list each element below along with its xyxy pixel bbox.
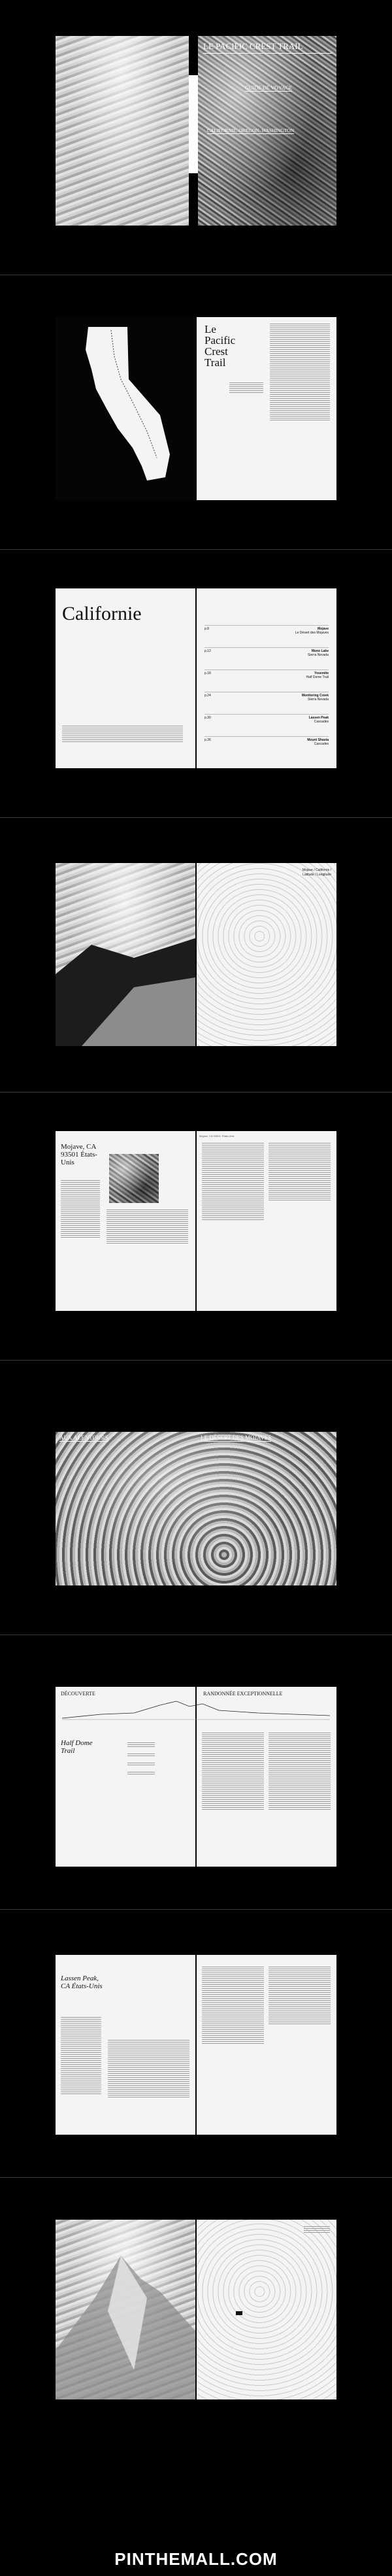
- pinthemall-watermark: PINTHEMALL.COM: [114, 2549, 278, 2569]
- toc-page-number: p.8: [204, 627, 209, 631]
- dune-photo: [56, 863, 195, 1046]
- place-title: Lassen Peak, CA États-Unis: [61, 1974, 103, 1990]
- intro-text: [229, 382, 263, 394]
- toc-page-number: p.18: [204, 671, 211, 675]
- toc-subtitle: Cascades: [314, 720, 329, 724]
- topo-map-page: [197, 863, 336, 1046]
- cover-subtitle: GUIDE DE VOYAGE: [245, 85, 293, 91]
- toc-entry: [307, 738, 329, 758]
- spread-lassen: [56, 1955, 336, 2135]
- spread-contents: [56, 588, 336, 768]
- dune-shadow-icon: [56, 863, 195, 1046]
- inline-photo: [109, 1154, 159, 1203]
- lassen-column-1: [61, 2017, 101, 2095]
- label-discovery: DÉCOUVERTE: [61, 1691, 95, 1697]
- spread-cover: [56, 36, 336, 226]
- toc-entry: [308, 649, 329, 669]
- toc-title: Monitoring Creek: [301, 694, 329, 698]
- column-3: [202, 1143, 264, 1221]
- cover-back-photo: [56, 36, 189, 226]
- map-legend: [304, 2226, 330, 2234]
- spread-desert: [56, 1432, 336, 1585]
- toc-item: [204, 692, 329, 714]
- toc-entry: [302, 694, 329, 714]
- lassen-column-4: [269, 1967, 331, 2025]
- place-title: Mojave, CA 93501 États-Unis: [61, 1143, 97, 1166]
- toc-title: Mount Shasta: [307, 738, 329, 742]
- cover-states: CALIFORNIE, OREGON, WASHINGTON: [207, 127, 295, 133]
- divider: [0, 2177, 392, 2178]
- toc-entry: [306, 671, 329, 692]
- toc-item: [204, 647, 329, 669]
- spread-map-title: [56, 317, 336, 500]
- toc-list: [204, 625, 329, 758]
- toc-entry: [309, 716, 329, 736]
- toc-subtitle: Half Dome Trail: [306, 675, 329, 679]
- spread-mountain: [56, 2220, 336, 2399]
- title-line: Le: [204, 323, 216, 335]
- mojave-right-page: [197, 1131, 336, 1311]
- desert-panorama: [56, 1432, 336, 1585]
- toc-title: Mojave: [318, 627, 329, 631]
- toc-subtitle: Cascades: [314, 742, 329, 746]
- divider: [0, 817, 392, 818]
- topo-map-page: [197, 2220, 336, 2399]
- toc-item: [204, 625, 329, 647]
- trail-title: Half Dome Trail: [61, 1739, 93, 1755]
- trail-stats: [127, 1742, 155, 1776]
- trail-column-1: [202, 1733, 264, 1811]
- mountain-peak-icon: [56, 2220, 195, 2399]
- title-line: Trail: [204, 356, 226, 369]
- spread-dunes: [56, 863, 336, 1046]
- toc-page-number: p.30: [204, 716, 211, 720]
- toc-subtitle: Sierra Nevada: [308, 698, 329, 702]
- label-surroundings: AUX ALENTOURS: [59, 1434, 108, 1441]
- divider: [0, 1360, 392, 1361]
- cover-front-photo: [198, 36, 336, 226]
- map-caption: Mojave / Californie / Latitude / Longitude: [302, 868, 331, 877]
- elevation-profile-icon: [62, 1699, 330, 1721]
- toc-title: Lassen Peak: [308, 716, 329, 720]
- map-page: [56, 317, 195, 500]
- mountain-photo: [56, 2220, 195, 2399]
- title-page: [197, 317, 336, 500]
- toc-item: [204, 714, 329, 736]
- running-head: Mojave, CA 93501, États-Unis: [199, 1134, 235, 1138]
- title-line: Crest: [204, 345, 228, 358]
- california-map-icon: [56, 317, 195, 500]
- label-desert: LE DÉSERT DES MOJAVES: [201, 1434, 272, 1441]
- location-marker: [236, 2311, 242, 2315]
- toc-item: [204, 669, 329, 692]
- toc-subtitle: Sierra Nevada: [308, 653, 329, 657]
- column-2: [106, 1210, 188, 1245]
- mojave-left-page: [56, 1131, 195, 1311]
- column-1: [61, 1180, 100, 1239]
- chapter-intro: [62, 726, 183, 743]
- cover-title: LE PACIFIC CREST TRAIL: [203, 41, 333, 54]
- toc-item: [204, 736, 329, 758]
- toc-subtitle: Le Désert des Mojaves: [295, 631, 329, 635]
- divider: [0, 1092, 392, 1093]
- pct-title: [204, 324, 235, 368]
- column-4: [269, 1143, 331, 1202]
- spread-mojave-text: [56, 1131, 336, 1311]
- chapter-heading: Californie: [62, 603, 142, 624]
- toc-page-number: p.36: [204, 738, 211, 742]
- lassen-column-2: [108, 2040, 189, 2099]
- toc-page-number: p.24: [204, 694, 211, 698]
- lassen-left-page: [56, 1955, 195, 2135]
- trail-column-2: [269, 1733, 331, 1811]
- lassen-right-page: [197, 1955, 336, 2135]
- spine-tab: [189, 75, 198, 173]
- divider: [0, 549, 392, 550]
- toc-page-number: p.12: [204, 649, 211, 653]
- spread-half-dome: [56, 1687, 336, 1867]
- divider: [0, 1909, 392, 1910]
- label-exceptional: RANDONNÉE EXCEPTIONNELLE: [203, 1691, 283, 1697]
- toc-title: Yosemite: [314, 671, 329, 675]
- contents-right-page: [197, 588, 336, 768]
- title-line: Pacific: [204, 334, 236, 347]
- lassen-column-3: [202, 1967, 264, 2045]
- contents-left-page: [56, 588, 195, 768]
- body-text: [270, 324, 330, 422]
- toc-title: Mono Lake: [311, 649, 329, 653]
- toc-entry: [295, 627, 329, 647]
